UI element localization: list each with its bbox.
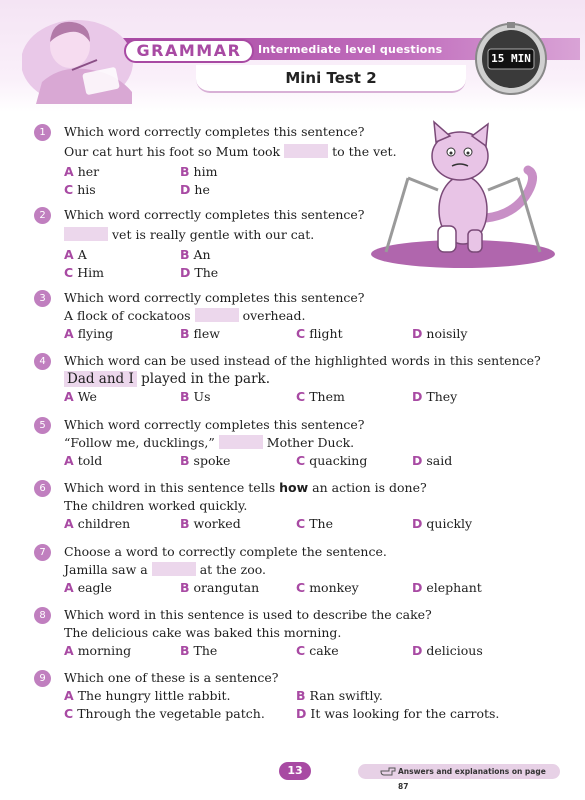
option-letter: B <box>180 580 190 595</box>
prompt-emphasis: how <box>279 480 309 495</box>
sentence-part: Jamilla saw a <box>64 562 148 577</box>
question-sentence <box>64 306 305 326</box>
option-text: An <box>193 247 211 262</box>
option-c[interactable] <box>296 514 333 534</box>
option-d[interactable] <box>412 641 483 661</box>
option-letter: A <box>64 643 74 658</box>
option-letter: A <box>64 389 74 404</box>
question-prompt: Which word in this sentence is used to describe the cake? <box>64 607 432 622</box>
question-number-badge: 4 <box>34 353 51 370</box>
option-text: They <box>426 389 458 404</box>
question-prompt: Which one of these is a sentence? <box>64 670 279 685</box>
option-b[interactable] <box>180 324 220 344</box>
option-letter: B <box>296 688 306 703</box>
option-d[interactable] <box>412 451 452 471</box>
option-text: Ran swiftly. <box>309 688 383 703</box>
option-text: flight <box>309 326 343 341</box>
option-a[interactable] <box>64 686 230 706</box>
option-a[interactable] <box>64 578 112 598</box>
option-letter: D <box>412 643 423 658</box>
question-prompt: Choose a word to correctly complete the sentence. <box>64 544 387 559</box>
test-title: Mini Test 2 <box>285 69 377 87</box>
answers-note: Answers and explanations on page 87 <box>398 767 546 791</box>
option-c[interactable] <box>296 387 345 407</box>
question-6 <box>34 478 544 534</box>
option-text: her <box>77 164 100 179</box>
option-text: children <box>77 516 131 531</box>
option-text: quickly <box>426 516 473 531</box>
question-prompt <box>64 478 427 498</box>
option-text: flew <box>193 326 220 341</box>
option-letter: B <box>180 389 190 404</box>
option-letter: A <box>64 164 74 179</box>
option-text: The <box>193 643 218 658</box>
option-letter: C <box>296 580 306 595</box>
option-letter: C <box>64 182 74 197</box>
question-number-badge: 6 <box>34 480 51 497</box>
option-a[interactable] <box>64 641 131 661</box>
prompt-part: Which word in this sentence tells <box>64 480 276 495</box>
prompt-part: an action is done? <box>312 480 427 495</box>
option-d[interactable] <box>180 263 218 283</box>
answer-blank <box>152 562 196 576</box>
option-letter: A <box>64 326 74 341</box>
option-letter: A <box>64 453 74 468</box>
question-sentence <box>64 560 266 580</box>
question-prompt: Which word can be used instead of the highlighted words in this sentence? <box>64 353 541 368</box>
option-b[interactable] <box>180 162 217 182</box>
option-d[interactable] <box>296 704 499 724</box>
option-letter: C <box>296 326 306 341</box>
question-4 <box>34 351 544 407</box>
option-letter: D <box>412 453 423 468</box>
option-text: he <box>194 182 210 197</box>
section-title: GRAMMAR <box>124 39 254 63</box>
question-1 <box>34 122 544 196</box>
option-letter: C <box>296 389 306 404</box>
answer-blank <box>64 227 108 241</box>
sentence-part: Mother Duck. <box>266 435 355 450</box>
option-letter: D <box>180 182 191 197</box>
option-a[interactable] <box>64 245 87 265</box>
question-sentence <box>64 142 397 162</box>
option-letter: D <box>412 516 423 531</box>
option-c[interactable] <box>64 263 104 283</box>
option-b[interactable] <box>180 641 217 661</box>
option-text: quacking <box>309 453 368 468</box>
option-c[interactable] <box>296 641 339 661</box>
option-letter: C <box>296 516 306 531</box>
option-d[interactable] <box>412 514 472 534</box>
option-text: A <box>77 247 87 262</box>
sentence-part: Our cat hurt his foot so Mum took <box>64 144 281 159</box>
highlighted-words: Dad and I <box>64 371 137 387</box>
option-text: The hungry little rabbit. <box>77 688 231 703</box>
option-letter: C <box>296 453 306 468</box>
option-text: Us <box>193 389 211 404</box>
question-5 <box>34 415 544 471</box>
option-text: morning <box>77 643 132 658</box>
sentence-part: A flock of cockatoos <box>64 308 191 323</box>
student-photo <box>22 12 137 104</box>
option-text: The <box>309 516 333 531</box>
option-b[interactable] <box>180 451 230 471</box>
option-c[interactable] <box>64 180 96 200</box>
question-prompt: Which word correctly completes this sentence? <box>64 207 365 222</box>
question-sentence <box>64 433 354 453</box>
answer-blank <box>284 144 328 158</box>
sentence-part: “Follow me, ducklings,” <box>64 435 215 450</box>
question-prompt: Which word correctly completes this sentence? <box>64 417 365 432</box>
question-prompt: Which word correctly completes this sentence? <box>64 124 365 139</box>
option-letter: B <box>180 326 190 341</box>
option-text: Through the vegetable patch. <box>77 706 265 721</box>
option-letter: D <box>412 326 423 341</box>
question-number-badge: 2 <box>34 207 51 224</box>
option-text: noisily <box>426 326 468 341</box>
question-number-badge: 7 <box>34 544 51 561</box>
page-number: 13 <box>279 762 311 780</box>
option-d[interactable] <box>412 387 457 407</box>
sentence-part: vet is really gentle with our cat. <box>112 227 315 242</box>
option-letter: D <box>412 580 423 595</box>
option-text: It was looking for the carrots. <box>310 706 500 721</box>
option-letter: A <box>64 247 74 262</box>
answer-blank <box>219 435 263 449</box>
option-b[interactable] <box>180 387 210 407</box>
option-letter: D <box>296 706 307 721</box>
option-letter: B <box>180 516 190 531</box>
option-letter: B <box>180 164 190 179</box>
option-letter: C <box>64 265 74 280</box>
option-text: cake <box>309 643 339 658</box>
option-text: We <box>77 389 97 404</box>
question-number-badge: 9 <box>34 670 51 687</box>
option-a[interactable] <box>64 451 102 471</box>
option-c[interactable] <box>296 578 359 598</box>
question-3 <box>34 288 544 344</box>
option-b[interactable] <box>296 686 383 706</box>
question-number-badge: 5 <box>34 417 51 434</box>
option-a[interactable] <box>64 162 99 182</box>
option-letter: B <box>180 643 190 658</box>
option-c[interactable] <box>296 324 343 344</box>
option-text: his <box>77 182 96 197</box>
sentence-part: at the zoo. <box>199 562 267 577</box>
option-letter: B <box>180 453 190 468</box>
option-d[interactable] <box>412 578 482 598</box>
option-a[interactable] <box>64 387 97 407</box>
option-text: eagle <box>77 580 112 595</box>
option-c[interactable] <box>296 451 367 471</box>
sentence-part: played in the park. <box>141 371 271 387</box>
pointing-hand-icon <box>380 765 396 777</box>
option-letter: A <box>64 516 74 531</box>
option-letter: B <box>180 247 190 262</box>
option-d[interactable] <box>412 324 467 344</box>
question-number-badge: 3 <box>34 290 51 307</box>
option-text: orangutan <box>193 580 260 595</box>
question-sentence: The delicious cake was baked this morning. <box>64 625 342 640</box>
option-text: The <box>194 265 219 280</box>
option-text: delicious <box>426 643 483 658</box>
option-text: flying <box>77 326 114 341</box>
option-letter: A <box>64 580 74 595</box>
option-text: said <box>426 453 453 468</box>
option-a[interactable] <box>64 324 113 344</box>
question-9 <box>34 668 544 724</box>
option-letter: A <box>64 688 74 703</box>
option-b[interactable] <box>180 245 211 265</box>
option-letter: D <box>412 389 423 404</box>
option-text: worked <box>193 516 241 531</box>
option-letter: C <box>296 643 306 658</box>
question-sentence <box>64 369 270 389</box>
question-number-badge: 8 <box>34 607 51 624</box>
option-a[interactable] <box>64 514 130 534</box>
timer-readout: 15 MIN <box>491 52 531 65</box>
option-letter: C <box>64 706 74 721</box>
level-label: Intermediate level questions <box>258 43 443 56</box>
question-prompt: Which word correctly completes this sentence? <box>64 290 365 305</box>
option-text: monkey <box>309 580 359 595</box>
sentence-part: to the vet. <box>332 144 397 159</box>
option-b[interactable] <box>180 578 259 598</box>
question-8 <box>34 605 544 661</box>
answer-blank <box>195 308 239 322</box>
option-d[interactable] <box>180 180 210 200</box>
option-c[interactable] <box>64 704 265 724</box>
sentence-part: overhead. <box>242 308 306 323</box>
option-text: Them <box>309 389 345 404</box>
option-letter: D <box>180 265 191 280</box>
question-number-badge: 1 <box>34 124 51 141</box>
option-text: spoke <box>193 453 231 468</box>
option-b[interactable] <box>180 514 241 534</box>
option-text: told <box>77 453 103 468</box>
question-sentence: The children worked quickly. <box>64 498 248 513</box>
option-text: Him <box>77 265 104 280</box>
option-text: him <box>193 164 218 179</box>
question-7 <box>34 542 544 598</box>
question-2 <box>34 205 544 279</box>
question-sentence <box>64 225 314 245</box>
option-text: elephant <box>426 580 482 595</box>
